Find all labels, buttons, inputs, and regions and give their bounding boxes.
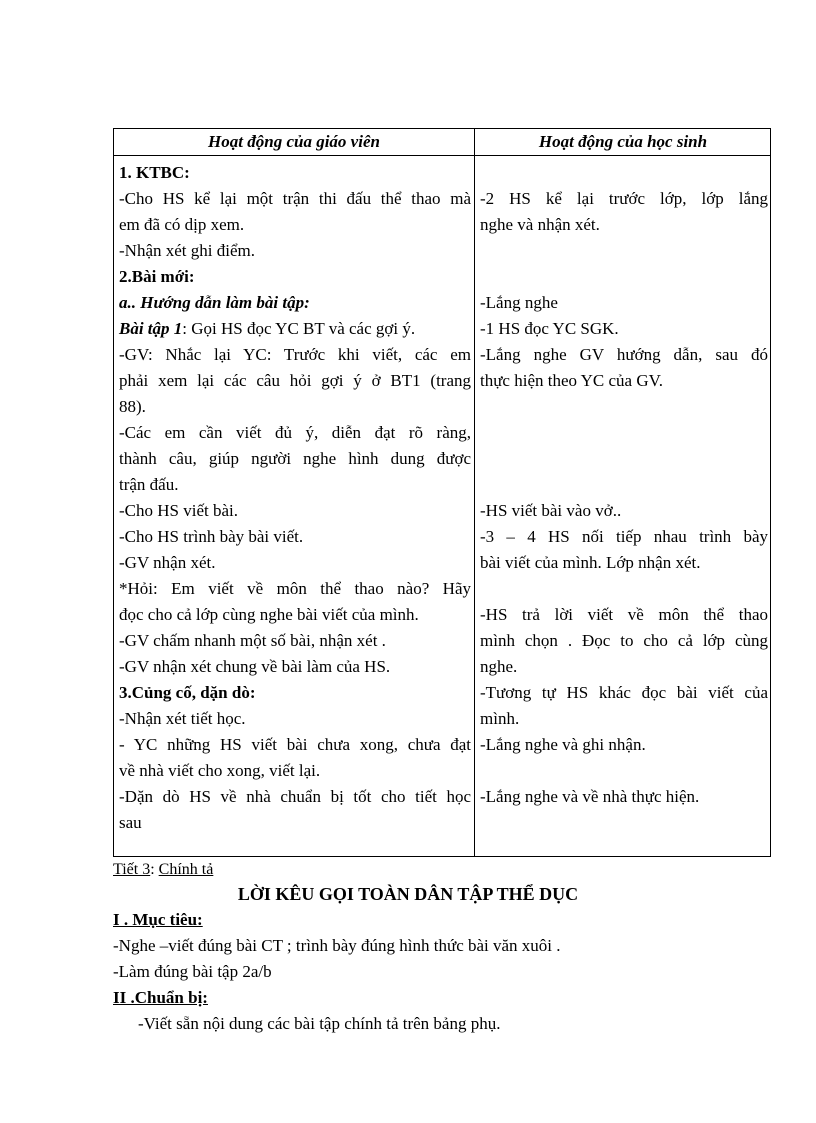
lesson-title: LỜI KÊU GỌI TOÀN DÂN TẬP THỂ DỤC — [237, 884, 579, 904]
exercise-guide-heading: a.. Hướng dẫn làm bài tập: — [119, 293, 310, 312]
gv-line: -Dặn dò HS về nhà chuẩn bị tốt cho tiết học — [119, 787, 471, 806]
student-activity-header: Hoạt động của học sinh — [538, 132, 708, 151]
hs-line: nghe và nhận xét. — [480, 215, 600, 234]
gv-line: sau — [119, 813, 142, 832]
hs-line: -Lắng nghe — [480, 293, 558, 312]
ktbc-heading: 1. KTBC: — [119, 163, 190, 182]
hs-line: -HS trả lời viết về môn thể thao — [480, 605, 768, 624]
new-lesson-heading: 2.Bài mới: — [119, 267, 195, 286]
hs-line: mình chọn . Đọc to cho cả lớp cùng — [480, 631, 768, 650]
preparation-heading: II .Chuẩn bị: — [113, 988, 208, 1007]
period-separator: : — [150, 861, 159, 878]
gv-line: em đã có dịp xem. — [119, 215, 245, 234]
gv-line: -Các em cần viết đủ ý, diễn đạt rõ ràng, — [119, 423, 471, 442]
objective-item: -Nghe –viết đúng bài CT ; trình bày đúng hình thức bài văn xuôi . — [113, 936, 561, 955]
hs-line: -Lắng nghe GV hướng dẫn, sau đó — [480, 345, 768, 364]
hs-line: mình. — [480, 709, 520, 728]
objectives-heading: I . Mục tiêu: — [113, 910, 203, 929]
hs-line: -2 HS kể lại trước lớp, lớp lắng — [480, 189, 768, 208]
hs-line: -3 – 4 HS nối tiếp nhau trình bày — [480, 527, 768, 546]
gv-line: -Cho HS trình bày bài viết. — [119, 527, 304, 546]
gv-line: -GV: Nhắc lại YC: Trước khi viết, các em — [119, 345, 471, 364]
subject-label: Chính tả — [158, 861, 214, 878]
gv-line: -Nhận xét tiết học. — [119, 709, 246, 728]
teacher-activity-header: Hoạt động của giáo viên — [208, 132, 380, 151]
gv-line: -Nhận xét ghi điểm. — [119, 241, 255, 260]
table-header-row — [114, 129, 770, 156]
hs-line: -HS viết bài vào vở.. — [480, 501, 622, 520]
gv-line: trận đấu. — [119, 475, 179, 494]
period-line — [113, 858, 213, 882]
gv-line: -GV chấm nhanh một số bài, nhận xét . — [119, 631, 386, 650]
hs-line: -Lắng nghe và ghi nhận. — [480, 735, 646, 754]
hs-line: -1 HS đọc YC SGK. — [480, 319, 619, 338]
hs-line: -Tương tự HS khác đọc bài viết của — [480, 683, 768, 702]
lesson-plan-table — [113, 128, 771, 857]
hs-line: nghe. — [480, 657, 518, 676]
column-divider — [474, 129, 475, 856]
gv-line: 88). — [119, 397, 146, 416]
consolidation-heading: 3.Củng cố, dặn dò: — [119, 683, 256, 702]
gv-line: -GV nhận xét. — [119, 553, 216, 572]
gv-line: *Hỏi: Em viết về môn thể thao nào? Hãy — [119, 579, 471, 598]
period-label: Tiết 3 — [113, 861, 151, 878]
hs-line: bài viết của mình. Lớp nhận xét. — [480, 553, 701, 572]
preparation-item: -Viết sẵn nội dung các bài tập chính tả trên bảng phụ. — [138, 1014, 501, 1033]
exercise-1-label: Bài tập 1 — [119, 319, 183, 338]
exercise-1-line — [119, 316, 471, 342]
hs-line: thực hiện theo YC của GV. — [480, 371, 663, 390]
gv-line: về nhà viết cho xong, viết lại. — [119, 761, 321, 780]
gv-line: -Cho HS kể lại một trận thi đấu thể thao mà — [119, 189, 471, 208]
objective-item: -Làm đúng bài tập 2a/b — [113, 962, 272, 981]
hs-line: -Lắng nghe và về nhà thực hiện. — [480, 787, 700, 806]
gv-line: phải xem lại các câu hỏi gợi ý ở BT1 (trang — [119, 371, 471, 390]
gv-line: thành câu, giúp người nghe hình dung được — [119, 449, 471, 468]
gv-line: đọc cho cả lớp cùng nghe bài viết của mình. — [119, 605, 419, 624]
gv-line: -Cho HS viết bài. — [119, 501, 238, 520]
gv-line: - YC những HS viết bài chưa xong, chưa đạt — [119, 735, 471, 754]
gv-line: -GV nhận xét chung về bài làm của HS. — [119, 657, 391, 676]
exercise-1-text: : Gọi HS đọc YC BT và các gợi ý. — [182, 319, 416, 338]
